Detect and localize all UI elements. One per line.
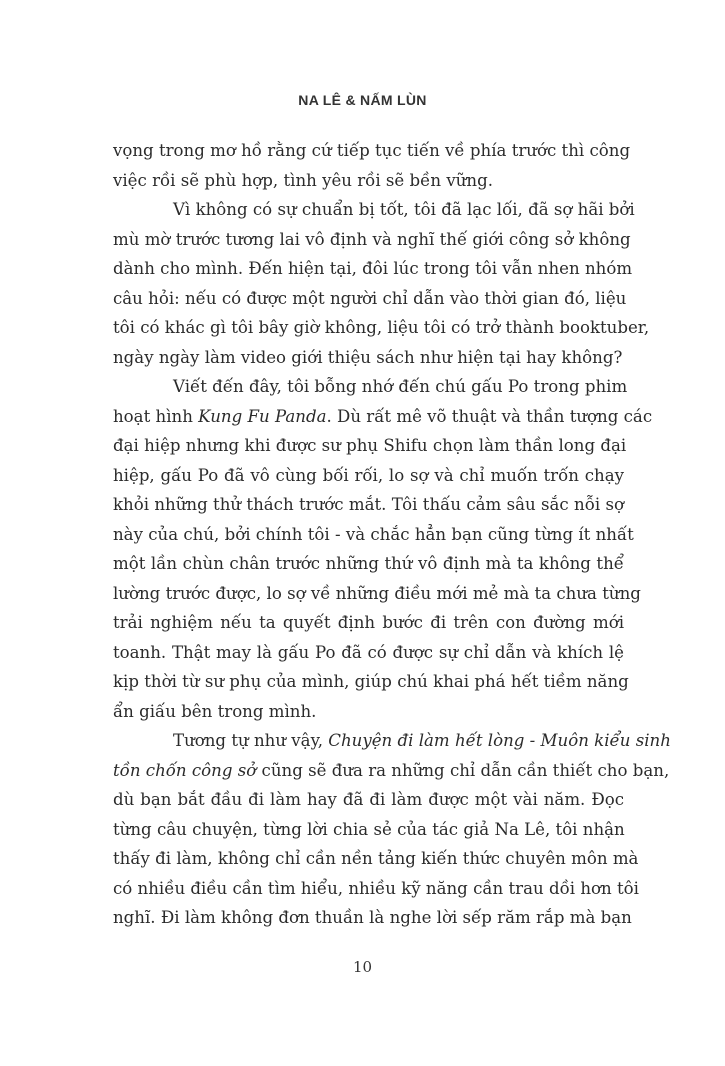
text-line	[113, 549, 624, 579]
text-run: hiệp, gấu Po đã vô cùng bối rối, lo sợ và chỉ muốn trốn chạy	[113, 465, 624, 485]
text-run: Viết đến đây, tôi bỗng nhớ đến chú gấu Po trong phim	[173, 377, 628, 396]
text-run: câu hỏi: nếu có được một người chỉ dẫn vào thời gian đó, liệu	[113, 288, 627, 308]
text-line	[113, 490, 624, 520]
text-run: vọng trong mơ hồ rằng cứ tiếp tục tiến về phía trước thì công	[113, 141, 631, 160]
text-run: ẩn giấu bên trong mình.	[113, 701, 317, 721]
text-run: thấy đi làm, không chỉ cần nền tảng kiến thức chuyên môn mà	[113, 849, 639, 868]
text-line	[113, 520, 634, 550]
text-line	[113, 697, 624, 727]
text-line	[113, 844, 639, 874]
text-line	[113, 815, 624, 845]
page-number: 10	[352, 958, 373, 976]
text-line	[113, 608, 624, 638]
text-run: trải nghiệm nếu ta quyết định bước đi trên con đường mới	[113, 613, 624, 632]
text-line	[113, 313, 650, 343]
text-run: . Dù rất mê võ thuật và thần tượng các	[326, 406, 653, 426]
text-run: khỏi những thử thách trước mắt. Tôi thấu cảm sâu sắc nỗi sợ	[113, 495, 624, 514]
text-run: có nhiều điều cần tìm hiểu, nhiều kỹ năng cần trau dồi hơn tôi	[113, 878, 639, 898]
text-line	[113, 461, 624, 491]
text-line	[113, 874, 639, 904]
italic-title: Chuyện đi làm hết lòng - Muôn kiểu sinh	[328, 731, 671, 750]
text-run: một lần chùn chân trước những thứ vô định mà ta không thể	[113, 554, 624, 573]
text-line	[113, 284, 627, 314]
text-line	[113, 579, 641, 609]
text-run: lường trước được, lo sợ về những điều mới mẻ mà ta chưa từng	[113, 583, 641, 603]
text-run: toanh. Thật may là gấu Po đã có được sự chỉ dẫn và khích lệ	[113, 642, 624, 662]
text-run: mù mờ trước tương lai vô định và nghĩ thế giới công sở không	[113, 229, 631, 249]
body-text	[113, 136, 671, 933]
text-run: hoạt hình	[113, 406, 199, 426]
text-run: nghĩ. Đi làm không đơn thuần là nghe lời sếp răm rắp mà bạn	[113, 908, 632, 927]
text-run: dành cho mình. Đến hiện tại, đôi lúc trong tôi vẫn nhen nhóm	[113, 259, 633, 278]
text-line	[113, 431, 627, 461]
text-line	[113, 225, 631, 255]
text-line	[113, 372, 628, 402]
text-line	[113, 667, 629, 697]
text-line	[113, 402, 653, 432]
text-run: Tương tự như vậy,	[173, 731, 329, 750]
running-header: NA LÊ & NẤM LÙN	[298, 92, 427, 108]
text-line	[113, 785, 624, 815]
text-line	[113, 136, 631, 166]
text-line	[113, 756, 670, 786]
text-line	[113, 638, 624, 668]
text-run: tôi có khác gì tôi bây giờ không, liệu tôi có trở thành booktuber,	[113, 318, 650, 337]
text-line	[113, 343, 624, 373]
text-run: từng câu chuyện, từng lời chia sẻ của tác giả Na Lê, tôi nhận	[113, 819, 625, 839]
text-run: này của chú, bởi chính tôi - và chắc hẳn bạn cũng từng ít nhất	[113, 524, 634, 544]
text-run: Vì không có sự chuẩn bị tốt, tôi đã lạc lối, đã sợ hãi bởi	[173, 200, 635, 219]
italic-title: tồn chốn công sở	[113, 760, 257, 780]
text-run: ngày ngày làm video giới thiệu sách như hiện tại hay không?	[113, 347, 623, 367]
text-line	[113, 166, 624, 196]
text-line	[113, 726, 671, 756]
text-run: cũng sẽ đưa ra những chỉ dẫn cần thiết cho bạn,	[256, 760, 670, 780]
text-run: dù bạn bắt đầu đi làm hay đã đi làm được một vài năm. Đọc	[113, 790, 624, 809]
text-run: đại hiệp nhưng khi được sư phụ Shifu chọn làm thần long đại	[113, 436, 627, 455]
text-line	[113, 903, 632, 933]
text-line	[113, 195, 635, 225]
text-run: việc rồi sẽ phù hợp, tình yêu rồi sẽ bền vững.	[113, 170, 493, 190]
text-run: kịp thời từ sư phụ của mình, giúp chú khai phá hết tiềm năng	[113, 672, 629, 691]
italic-title: Kung Fu Panda	[198, 406, 327, 426]
text-line	[113, 254, 633, 284]
